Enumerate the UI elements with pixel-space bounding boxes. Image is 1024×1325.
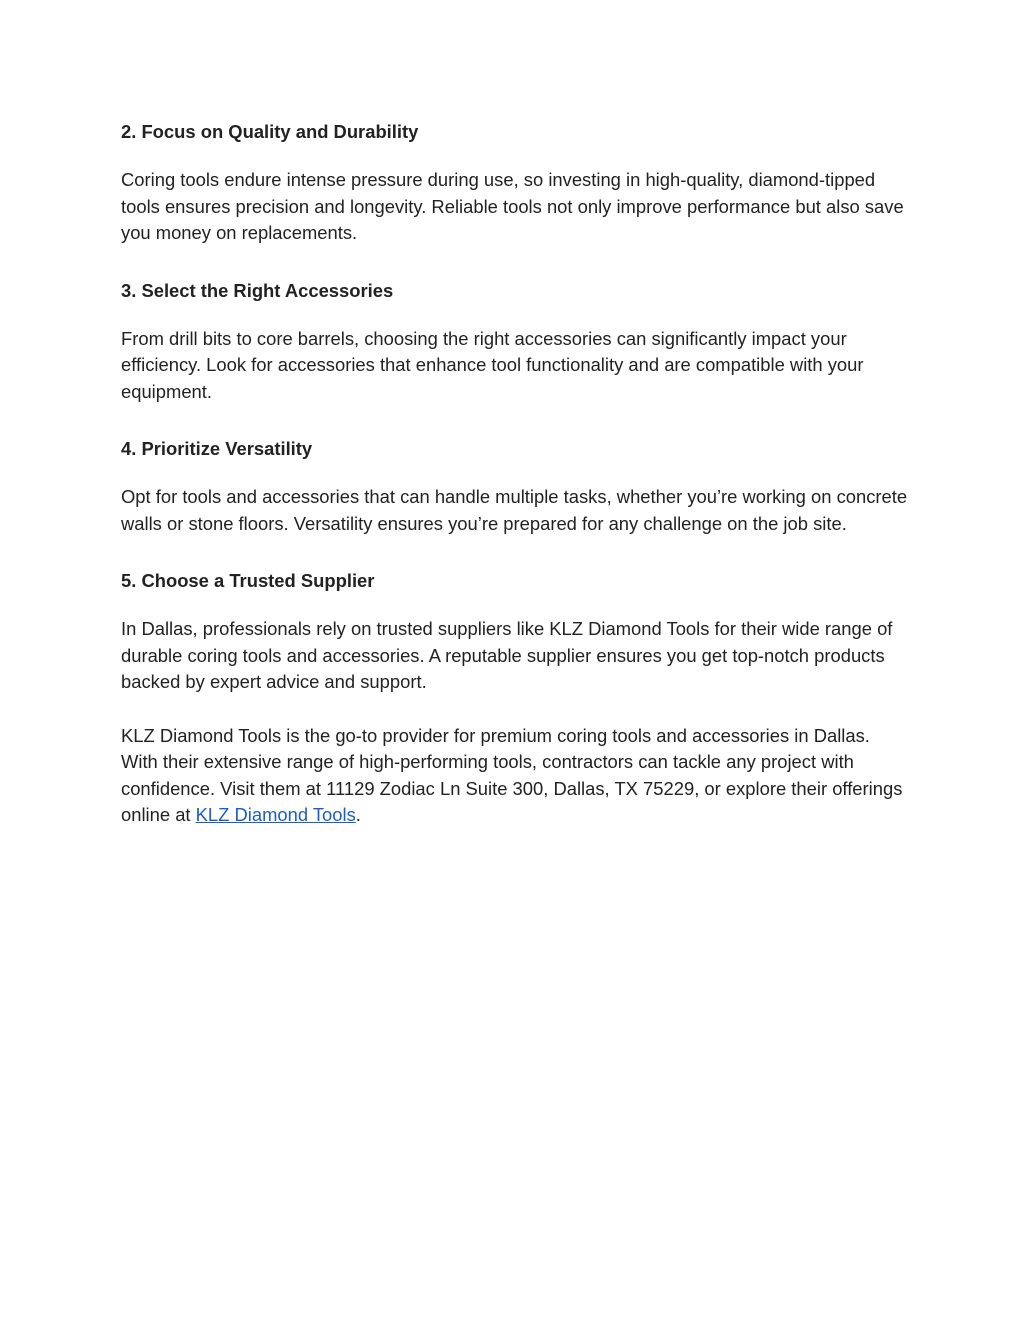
section-body-quality: Coring tools endure intense pressure during use, so investing in high-quality, diamond-tipped tools ensures precision and longevity. Reliable tools not only improve performance but also save you money on replacements.	[121, 169, 904, 243]
closing-text: KLZ Diamond Tools is the go-to provider for premium coring tools and accessories in Dallas. With their extensive range of high-performing tools, contractors can tackle any project with confidence. Visit them at 11129 Zodiac Ln Suite 300, Dallas, TX 75229, or explore their offerings online at	[121, 724, 903, 825]
section-body-accessories: From drill bits to core barrels, choosing the right accessories can significantly impact your efficiency. Look for accessories that enhance tool functionality and are compatible with your equipment.	[121, 327, 864, 402]
section-heading-accessories: 3. Select the Right Accessories	[121, 279, 394, 301]
closing-period: .	[355, 804, 361, 825]
klz-diamond-tools-link[interactable]: KLZ Diamond Tools	[195, 804, 356, 825]
section-body-supplier: In Dallas, professionals rely on trusted suppliers like KLZ Diamond Tools for their wide range of durable coring tools and accessories. A reputable supplier ensures you get top-notch products backed by expert advice and support.	[121, 618, 893, 692]
closing-paragraph	[121, 723, 911, 829]
section-body-versatility: Opt for tools and accessories that can handle multiple tasks, whether you’re working on concrete walls or stone floors. Versatility ensures you’re prepared for any challenge on the job site.	[121, 486, 908, 534]
document-content	[121, 118, 911, 859]
section-heading-supplier: 5. Choose a Trusted Supplier	[121, 570, 375, 591]
section-heading-quality: 2. Focus on Quality and Durability	[121, 121, 419, 142]
section-heading-versatility: 4. Prioritize Versatility	[121, 438, 313, 459]
